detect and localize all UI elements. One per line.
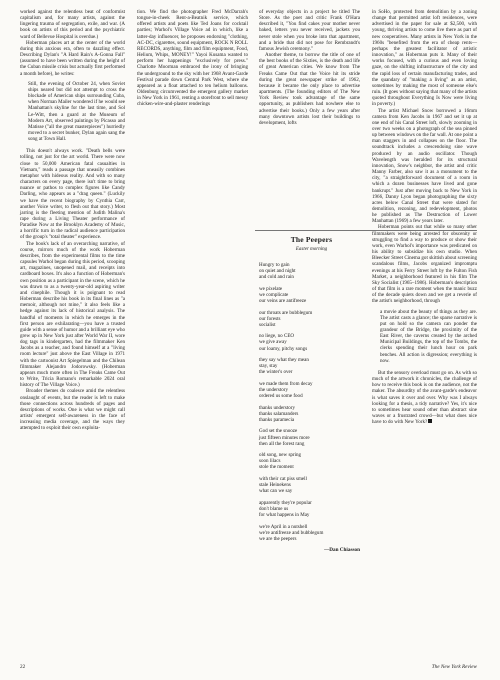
- poem-line: Hungry to gain: [259, 262, 290, 268]
- paragraph: of everyday objects in a project he titled The Store. As the poet and critic Frank O'Hara described it, "You find cakes your mother never baked, letters you never received, jackets you never stole when you broke into that apartment, and a bride that did not pose for Rembrandt's famous Jewish ceremony.": [259, 9, 360, 52]
- poem-line: and cold and rain: [259, 274, 294, 281]
- poem-line: old song, new spring: [259, 452, 302, 459]
- poem-stanza: [259, 428, 364, 446]
- poem-line: the understory: [259, 387, 289, 393]
- poem-line: ordered us some food: [259, 393, 303, 400]
- poem-line: thanks paramecia: [259, 416, 295, 423]
- poem-line: we made them from decay: [259, 380, 313, 387]
- poem-line: thanks salamanders: [259, 410, 299, 417]
- poem-stanza: [259, 357, 364, 375]
- poem-line: no liege, no CEO: [259, 333, 295, 340]
- poem-author: —Dan Chiasson: [324, 547, 360, 554]
- poem-stanza: [259, 452, 364, 470]
- quote-text: Still, the evening of October 24, when Soviet ships neared but did not attempt to cross the blockade of American ships surrounding Cuba, when Norman Mailer wondered if he would see Manhattan's skyline for the last time, and Sol Le-Witt, then a guard at the Museum of Modern Art, observed paintings by Picasso and Matisse ("all the great masterpieces") hurriedly moved to a secret bunker, Dylan again sang the song at Town Hall.: [28, 80, 125, 143]
- paragraph: The book's lack of an overarching narrative, of course, mirrors much of the work Hoberman describes, from the experimental films to the time capsules Warhol began during this period, scooping art, magazines, unopened mail, and receipts into cardboard boxes. It's also a function of Hoberman's own position as a participant in the scene, which he was drawn to as a twenty-year-old aspiring writer and cinephile. Though it is poignant to read Hoberman describe his book in its final lines as "a memoir, although not mine," it also feels like a hedge against its lack of historical analysis. The handful of moments in which he emerges in the first person are exhilarating—you have a trusted guide with a sense of humor and a brilliant eye who grew up in New York just after World War II, wore dog tags in kindergarten, had the filmmaker Ken Jacobs as a teacher, and found himself at a "living room lecture" just above the East Village in 1971 with the cartoonist Art Spiegelman and the Chilean filmmaker Alejandro Jodorowsky. (Hoberman appears much more often in The Freaks Came Out to Write, Tricia Romano's remarkable 2024 oral history of The Village Voice.): [20, 240, 125, 389]
- poem-line: God set the snooze: [259, 428, 298, 435]
- poem-stanza: [259, 310, 364, 328]
- poem-line: on quiet and night: [259, 268, 296, 275]
- poem: [259, 235, 364, 553]
- poem-line: socialist: [259, 321, 276, 328]
- article-column-2: [137, 9, 248, 108]
- poem-stanza: [259, 262, 364, 280]
- poem-line: stay, stay: [259, 363, 278, 370]
- paragraph: This doesn't always work. "Death bells were tolling, not just for the art world. There were now close to 50,000 American fatal casualties in Vietnam," reads a passage that uneasily combines metaphor with hideous reality. And with so many characters on every page, there isn't time to bring nuance or pathos to complex figures like Candy Darling, who appears as a "drag queen." (Luckily we have the recent biography by Cynthia Carr, another Voice writer, to flesh out that story.) Most jarring is the fleeting mention of Judith Malina's rape during a Living Theater performance of Paradise Now at the Brooklyn Academy of Music, a horrific turn in the radical audience participation of the group's "total theater" experience.: [20, 148, 125, 241]
- poem-line: our forests: [259, 315, 281, 322]
- poem-line: we're antifreeze and bubblegum: [259, 529, 324, 536]
- quote-text: a movie about the beauty of things as they are. The artist casts a glance; the sparse narrative is put on hold so the camera can ponder the grandeur of the Bridge, the proximity of the East River, the caverns created by the arched Municipal Buildings, the top of the Tombs, the clerks spending their lunch hour on park benches. All action is digression; everything is now.: [380, 308, 477, 364]
- poem-line: just fifteen minutes more: [259, 434, 310, 441]
- poem-stanza: [259, 500, 364, 518]
- poem-line: soon lilacs: [259, 458, 281, 465]
- poem-stanza: [259, 405, 364, 423]
- block-quote: [380, 309, 477, 364]
- poem-line: our veins are antifreeze: [259, 297, 307, 304]
- paragraph: in SoHo, protected from demolition by a zoning change that permitted artist loft residences, were advertised in the paper for sale at $2,500, with young, thriving artists to come live there as part of new cooperatives. Many artists in New York in the 1960s "benefited from the era of cheap rents—perhaps the greatest facilitator of artistic innovation," as Hoberman puts it. Many of their works focused, with a curious and even loving gaze, on the shifting infrastructure of the city and the rapid loss of certain manufacturing trades, and the quandary of "making a living" as an artist, sometimes by making the most of someone else's ruin. (It goes without saying that many of the artists quoted throughout Everything Is Now were living in poverty.): [372, 9, 477, 108]
- poem-line: stale Heinekens: [259, 482, 291, 489]
- poem-line: we are the peepers: [259, 535, 297, 542]
- paragraph: Hoberman places art at the center of the world during this anxious era, often to dazzling effect. Describing Dylan's "A Hard Rain's A-Gonna Fall" (assumed to have been written during the height of the Cuban missile crisis but actually first performed a month before), he writes:: [20, 39, 125, 77]
- poem-line: thanks understory: [259, 404, 296, 411]
- paragraph: worked against the relentless beat of conformist capitalism and, for many artists, against the lingering trauma of segregation, exile, and war. (A book on artists of this period and the psychiatric ward of Bellevue Hospital is overdue.): [20, 9, 125, 40]
- poem-line: apparently they're popular: [259, 499, 312, 506]
- article-column-3: [259, 9, 360, 126]
- poem-subtitle: Easter morning: [295, 247, 328, 252]
- article-column-1: [20, 9, 125, 431]
- poem-stanzas: [259, 262, 364, 542]
- paragraph: The artist Michael Snow borrowed a 16mm camera from Ken Jacobs in 1967 and set it up at one end of his Canal Street loft, slowly zooming in over two weeks on a photograph of the sea pinned up between windows on the far wall. At one point a man staggers in and collapses on the floor. The soundtrack includes a crescendoing sine wave produced by an audio oscillator. Though Wavelength was heralded for its structural innovation, Snow's neighbor, the artist and critic Manny Farber, also saw it as a monument to the city, "a straightforward document of a room in which a dozen businesses have lived and gone bankrupt." Just after moving back to New York in 1966, Danny Lyon began photographing the sixty acres below Canal Street that were slated for demolition, rezoning, and redevelopment, photos he published as The Destruction of Lower Manhattan (1969) a few years later.: [372, 107, 477, 225]
- poem-stanza: [259, 476, 364, 494]
- poem-line: the winter's over: [259, 369, 293, 376]
- poem-line: our throats are bubblegum: [259, 309, 313, 316]
- poem-stanza: [259, 524, 364, 542]
- block-quote: [28, 81, 125, 143]
- poem-line: they say what they mean: [259, 357, 309, 364]
- poem-line: stole the moment: [259, 464, 294, 471]
- poem-line: don't blame us: [259, 505, 289, 512]
- poem-line: with their cat piss smell: [259, 476, 307, 483]
- paragraph: tion. We find the photographer Fred McDarrah's tongue-in-cheek Rent-a-Beatnik service, which offered artists and poets like Ted Joans for cocktail parties; Warhol's Village Voice ad in which, like a latter-day influencer, he proposes endorsing "clothing, AC-DC, cigarettes, sound equipment, ROCK N ROLL RECORDS, anything, film and film equipment, Food, Helium, Whips, MONEY!" Yayoi Kusama wanted to perform her happenings "exclusively for press." Charlotte Moorman embraced the irony of bringing the underground to the sky with her 1968 Avant-Garde Festival parade down Central Park West, where she appeared as a float attached to ten helium balloons. Oldenburg circumvented the emergent gallery market in New York in 1961, renting a storefront to sell messy chicken-wire-and-plaster renderings: [137, 9, 248, 108]
- publication-name: The New York Review: [431, 664, 477, 670]
- paragraph-text: But the sensory overload must go on. As with so much of the artwork it chronicles, the challenge of how to receive this book is on the audience, not the maker. The absurdity of the avant-garde's endeavor is what saves it over and over. Why was I always looking for a thesis, a tidy narrative? Yes, it's nice to sometimes hear sound other than abstract sine waves or a frustrated crowd—but what does nice have to do with New York?: [372, 369, 477, 426]
- poem-line: we give away: [259, 339, 287, 346]
- poem-stanza: [259, 381, 364, 399]
- paragraph: [372, 370, 477, 425]
- poem-line: for what happens in May: [259, 512, 310, 518]
- page-number: 22: [20, 664, 26, 670]
- poem-line: we pixelate: [259, 285, 283, 292]
- paragraph: Broader themes do coalesce amid the relentless onslaught of events, but the reader is left to make those connections across hundreds of pages and descriptions of works. One is what we might call artists' emergent self-awareness in the face of increasing media coverage, and the ways they attempted to exploit their own exploita-: [20, 388, 125, 432]
- paragraph: Another theme, to borrow the title of one of the best books of the Sixties, is the death and life of great American cities. We know from The Freaks Came Out that the Voice hit its stride during the great newspaper strike of 1962, because it became the only place to advertise apartments. (The founding editors of The New York Review took advantage of the same opportunity, as publishers had nowhere else to advertise their books.) Only a few years after many downtown artists lost their buildings to development, lofts: [259, 52, 360, 126]
- poem-stanza: [259, 286, 364, 304]
- paragraph: Hoberman points out that while so many other filmmakers were being arrested for obscenity or struggling to find a way to produce or show their work, even Warhol's importance was predicated on his ability to subsidize his own studio. When Bleecker Street Cinema got skittish about screening scandalous films, Jacobs organized impromptu evenings at his Ferry Street loft by the Fulton Fish Market, a neighborhood featured in his film The Sky Socialist (1965–1986). Hoberman's description of that film is a rare moment when the manic buzz of the decade quiets down and we get a reverie of the artist's neighborhood, through: [372, 224, 477, 305]
- poem-line: we're April in a nutshell: [259, 523, 308, 530]
- poem-line: what can we say: [259, 488, 293, 495]
- poem-line: then all the forest rang: [259, 440, 305, 447]
- poem-line: our loamy, pitchy songs: [259, 345, 308, 352]
- poem-stanza: [259, 333, 364, 351]
- article-column-4: [372, 9, 477, 425]
- poem-title: The Peepers: [290, 235, 333, 244]
- poem-line: we complicate: [259, 291, 289, 298]
- end-of-article-mark: [428, 419, 432, 423]
